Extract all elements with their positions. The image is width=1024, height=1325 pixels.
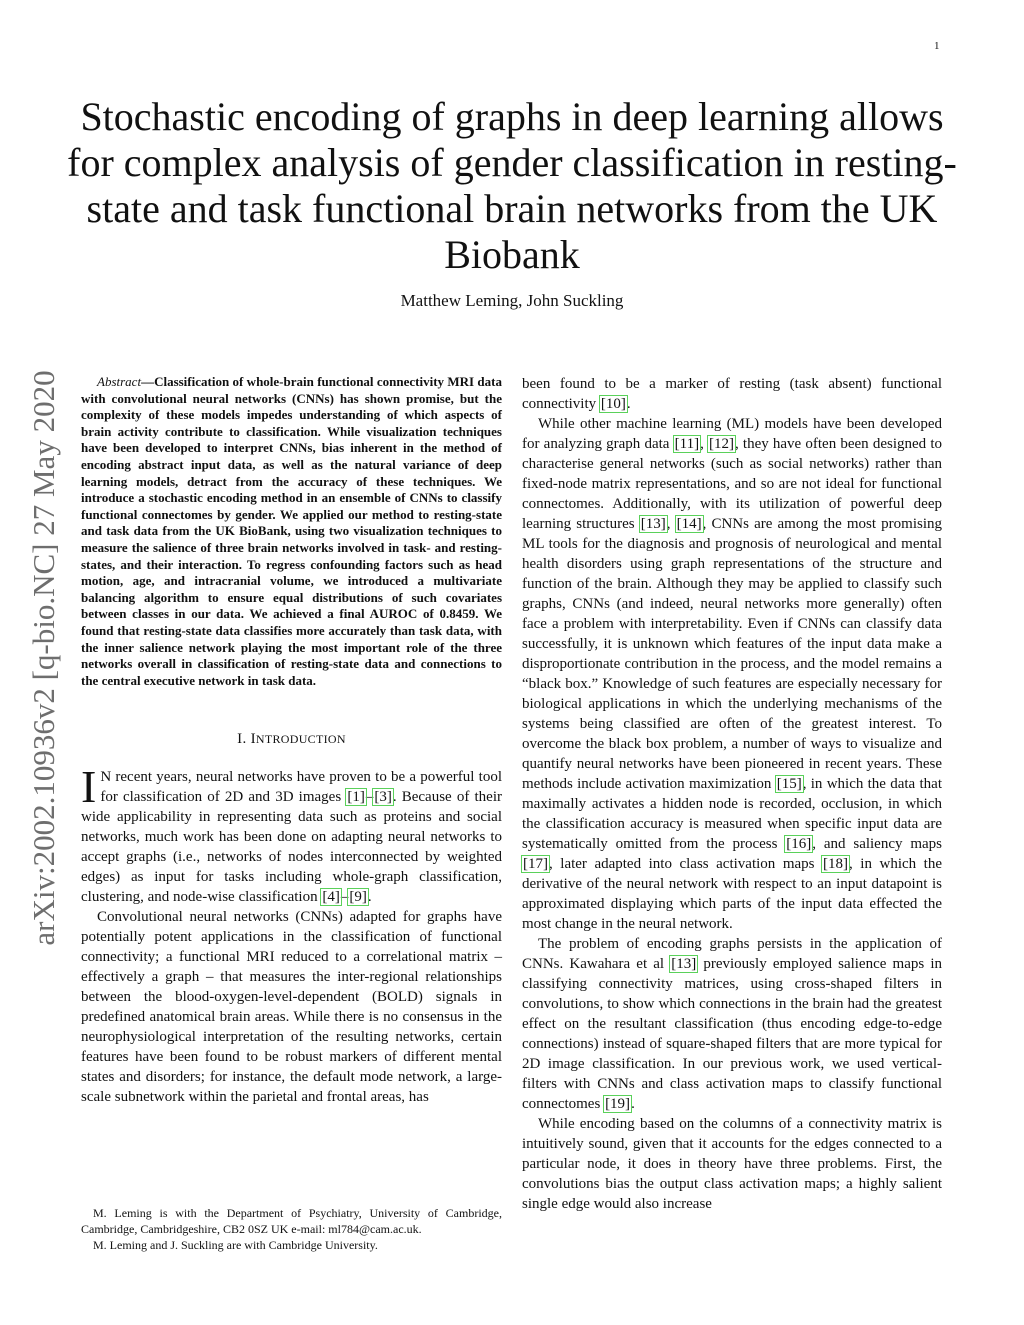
- intro-paragraph-2: Convolutional neural networks (CNNs) adapted for graphs have potentially potent applications in the classification of functional connectivity; a functional MRI reduced to a correlational matrix – effectively a graph – that measures the inter-regional relationships between the blood-oxygen-level-dependent (BOLD) signals in predefined anatomical brain areas. While there is no consensus in the neurophysiological interpretation of the resulting networks, certain features have been found to be robust markers of different mental states and disorders; for instance, the default mode network, a large-scale subnetwork within the parietal and frontal areas, has: [81, 909, 502, 1106]
- citation-link[interactable]: [13]: [640, 516, 666, 532]
- citation-link[interactable]: [4]: [322, 889, 340, 906]
- right-column: [522, 374, 942, 1214]
- right-paragraph-3: The problem of encoding graphs persists in the application of CNNs. Kawahara et al [13] previously employed salience maps in classifying connectivity matrices, using cross-shaped filters in convolutions, to show which connections in the brain had the greatest effect on the resultant classification (thus encoding edge-to-edge connections) instead of square-shaped filters that are more typical for 2D image classification. In our previous work, we used vertical-filters with CNNs and class activation maps to classify functional connectomes [19].: [522, 936, 943, 1112]
- arxiv-identifier[interactable]: arXiv:2002.10936v2 [q-bio.NC] 27 May 2020: [26, 370, 61, 946]
- citation-link[interactable]: [18]: [823, 856, 849, 872]
- citation-link[interactable]: [15]: [776, 776, 802, 792]
- page-number: 1: [934, 40, 940, 52]
- right-paragraph-2: While other machine learning (ML) models have been developed for analyzing graph data [11], [12], they have often been designed to characterise general networks (such as social networks) rather than fixed-node matrix representations, and so are not ideal for functional connectomes. Additionally, with its utilization of powerful deep learning structures [13], [14], CNNs are among the most promising ML tools for the diagnosis and prognosis of neurological and mental health disorders using graph representations of the structure and function of the brain. Although they may be applied to classify such graphs, CNNs (and indeed, neural networks more generally) often face a problem with interpretability. Even if CNNs can classify data successfully, it is unknown which features of the input data make a disproportionate contribution in the process, and the model remains a “black box.” Knowledge of such features are especially necessary for biological applications in which the underlying mechanisms of the systems being classified are often of the greatest interest. To overcome the black box problem, a number of ways to visualize and quantify neural networks have been pioneered in recent years. These methods include activation maximization [15], in which the data that maximally activates a hidden node is recorded, occlusion, in which the classification accuracy is measured when specific input data are systematically omitted from the process [16], and saliency maps [17], later adapted into class activation maps [18], in which the derivative of the neural network with respect to an input datapoint is approximated displaying which parts of the input data effected the most change in the neural network.: [522, 416, 943, 932]
- citation-link[interactable]: [16]: [786, 836, 812, 852]
- citation-link[interactable]: [10]: [600, 396, 626, 412]
- citation-link[interactable]: [14]: [676, 516, 702, 532]
- right-paragraph-4: While encoding based on the columns of a connectivity matrix is intuitively sound, given that it accounts for the edges connected to a particular node, it does in theory have three problems. First, the convolutions bias the output class activation maps; a highly salient single edge would also increase: [522, 1116, 942, 1212]
- section-heading-introduction: I. INTRODUCTION: [237, 731, 346, 748]
- intro-paragraph-1: I N recent years, neural networks have proven to be a powerful tool for classification of 2D and 3D images [1]–[3]. Because of their wide applicability in representing data such as proteins and social networks, much work has been done on adapting neural networks to accept graphs (i.e., networks of nodes interconnected by weighted edges) as input for tasks including whole-graph classification, clustering, and node-wise classification [4]–[9].: [81, 761, 502, 906]
- citation-link[interactable]: [3]: [374, 789, 392, 806]
- citation-link[interactable]: [13]: [671, 956, 697, 972]
- citation-link[interactable]: [17]: [523, 856, 548, 872]
- drop-cap: I: [81, 761, 97, 813]
- abstract-body: —Classification of whole-brain functional connectivity MRI data with convolutional neural networks (CNNs) has shown promise, but the complexity of these models impedes understanding of which aspects of brain activity contribute to classification. While visualization techniques have been developed to interpret CNNs, bias inherent in the method of encoding abstract input data, as well as the natural variance of deep learning models, detract from the accuracy of these techniques. We introduce a stochastic encoding method in an ensemble of CNNs to classify functional connectomes by gender. We applied our method to resting-state and task data from the UK BioBank, using two visualization techniques to measure the salience of three brain networks involved in task- and resting-states, and their interaction. To regress confounding factors such as head motion, age, and intracranial volume, we introduced a multivariate balancing algorithm to ensure equal distributions of such covariates between classes in our data. We achieved a final AUROC of 0.8459. We found that resting-state data classifies more accurately than task data, with the inner salience network playing the most important role of the three networks overall in classification of resting-state data and connections to the central executive network in task data.: [81, 374, 502, 688]
- citation-link[interactable]: [11]: [674, 436, 700, 452]
- citation-link[interactable]: [9]: [349, 889, 367, 906]
- paper-title: Stochastic encoding of graphs in deep learning allows for complex analysis of gender classification in resting-state and task functional brain networks from the UK Biobank: [67, 94, 957, 277]
- footnote-institution: M. Leming and J. Suckling are with Cambridge University.: [93, 1238, 378, 1252]
- author-list: Matthew Leming, John Suckling: [400, 291, 624, 310]
- footnotes: [81, 1205, 502, 1253]
- abstract-label: Abstract: [97, 374, 142, 389]
- right-paragraph-1: been found to be a marker of resting (task absent) functional connectivity [10].: [522, 376, 942, 412]
- footnote-affiliation: M. Leming is with the Department of Psychiatry, University of Cambridge, Cambridge, Cambridgeshire, CB2 0SZ UK e-mail: ml784@cam.ac.uk.: [81, 1206, 502, 1236]
- citation-link[interactable]: [1]: [347, 789, 365, 806]
- citation-link[interactable]: [19]: [605, 1096, 631, 1112]
- abstract: [81, 374, 502, 689]
- citation-link[interactable]: [12]: [708, 436, 734, 452]
- left-column: [81, 374, 502, 1107]
